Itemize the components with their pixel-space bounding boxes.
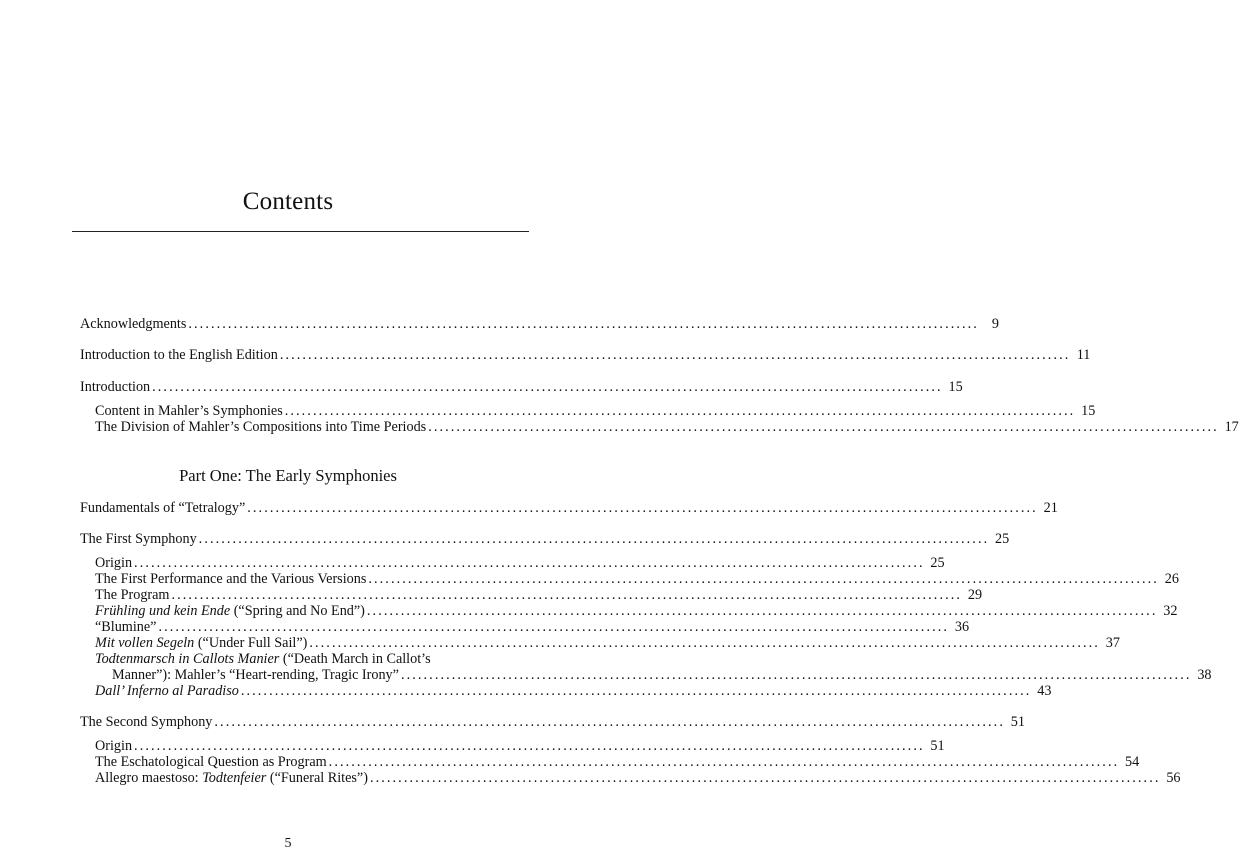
toc-entry-label: The Eschatological Question as Program xyxy=(95,754,327,770)
toc-entry-page: 54 xyxy=(1125,754,1140,770)
page-title: Contents xyxy=(242,188,334,215)
italic-title: Mit vollen Segeln xyxy=(95,635,195,651)
toc-entry-page: 9 xyxy=(991,316,999,332)
title-gloss: (“Death March in Callot’s xyxy=(279,651,431,667)
toc-entry-mit-vollen-segeln[interactable] xyxy=(95,635,1120,651)
toc-entry-first-performance[interactable] xyxy=(95,571,1179,587)
toc-entry-label: The Second Symphony xyxy=(80,714,213,730)
toc-entry-page: 38 xyxy=(1197,667,1212,683)
toc-entry-label: The First Symphony xyxy=(80,531,197,547)
toc-entry-label xyxy=(95,603,365,619)
toc-entry-first-symphony[interactable] xyxy=(80,531,1010,547)
dot-leader: ............................................................................................................................................ xyxy=(309,635,1100,651)
toc-entry-label xyxy=(95,635,307,651)
dot-leader: ............................................................................................................................................ xyxy=(152,379,943,395)
dot-leader: ............................................................................................................................................ xyxy=(198,531,990,547)
toc-entry-page: 17 xyxy=(1224,419,1239,435)
toc-entry-intro-english-edition[interactable] xyxy=(80,347,1091,363)
toc-entry-page: 11 xyxy=(1076,347,1091,363)
toc-entry-program[interactable] xyxy=(95,587,983,603)
dot-leader: ............................................................................................................................................ xyxy=(188,316,979,332)
toc-entry-label: The Program xyxy=(95,587,170,603)
toc-entry-todtenmarsch[interactable] xyxy=(112,667,1212,683)
title-gloss: (“Under Full Sail”) xyxy=(194,635,308,651)
toc-entry-acknowledgments[interactable] xyxy=(80,316,999,332)
toc-entry-label: Introduction to the English Edition xyxy=(80,347,278,363)
toc-entry-allegro-maestoso[interactable] xyxy=(95,770,1181,786)
dot-leader: ............................................................................................................................................ xyxy=(240,683,1032,699)
toc-entry-introduction[interactable] xyxy=(80,379,963,395)
toc-entry-label: Introduction xyxy=(80,379,151,395)
toc-entry-label: Acknowledgments xyxy=(80,316,187,332)
toc-entry-page: 43 xyxy=(1037,683,1052,699)
toc-entry-label: “Blumine” xyxy=(95,619,157,635)
toc-entry-page: 37 xyxy=(1105,635,1120,651)
toc-entry-content-in-symphonies[interactable] xyxy=(95,403,1096,419)
toc-entry-label: Origin xyxy=(95,555,133,571)
toc-entry-blumine[interactable] xyxy=(95,619,970,635)
dot-leader: ............................................................................................................................................ xyxy=(247,500,1038,516)
movement-name: Allegro maestoso: xyxy=(95,770,203,786)
toc-entry-page: 15 xyxy=(948,379,963,395)
italic-title: Todtenfeier xyxy=(202,770,267,786)
dot-leader: ............................................................................................................................................ xyxy=(284,403,1076,419)
title-rule xyxy=(72,231,529,232)
toc-entry-label xyxy=(95,770,368,786)
toc-entry-division-time-periods[interactable] xyxy=(95,419,1239,435)
toc-entry-label: Origin xyxy=(95,738,133,754)
toc-entry-label: Manner”): Mahler’s “Heart-rending, Tragic Irony” xyxy=(112,667,399,683)
toc-entry-second-symphony[interactable] xyxy=(80,714,1025,730)
dot-leader: ............................................................................................................................................ xyxy=(214,714,1005,730)
toc-entry-page: 36 xyxy=(954,619,970,635)
toc-entry-label: The Division of Mahler’s Compositions into Time Periods xyxy=(95,419,427,435)
toc-entry-page: 51 xyxy=(930,738,945,754)
toc-entry-fruhling[interactable] xyxy=(95,603,1178,619)
toc-entry-page: 21 xyxy=(1043,500,1058,516)
page-number: 5 xyxy=(284,836,292,851)
dot-leader: ............................................................................................................................................ xyxy=(428,419,1219,435)
toc-entry-page: 15 xyxy=(1081,403,1096,419)
toc-entry-page: 51 xyxy=(1010,714,1025,730)
toc-entry-todtenmarsch-first-line[interactable] xyxy=(95,651,431,667)
dot-leader: ............................................................................................................................................ xyxy=(158,619,950,635)
toc-entry-page: 56 xyxy=(1166,770,1181,786)
toc-entry-second-origin[interactable] xyxy=(95,738,945,754)
title-gloss: (“Spring and No End”) xyxy=(230,603,365,619)
toc-entry-page: 32 xyxy=(1163,603,1178,619)
toc-entry-label: Content in Mahler’s Symphonies xyxy=(95,403,283,419)
toc-entry-label: Fundamentals of “Tetralogy” xyxy=(80,500,246,516)
toc-entry-page: 25 xyxy=(930,555,945,571)
toc-entry-eschatological-question[interactable] xyxy=(95,754,1140,770)
italic-title: Todtenmarsch in Callots Manier xyxy=(95,651,280,667)
toc-entry-fundamentals-tetralogy[interactable] xyxy=(80,500,1058,516)
toc-entry-page: 25 xyxy=(995,531,1010,547)
dot-leader: ............................................................................................................................................ xyxy=(328,754,1120,770)
italic-title: Frühling und kein Ende xyxy=(95,603,231,619)
dot-leader: ............................................................................................................................................ xyxy=(369,770,1161,786)
toc-entry-page: 29 xyxy=(967,587,983,603)
dot-leader: ............................................................................................................................................ xyxy=(134,555,925,571)
part-heading: Part One: The Early Symphonies xyxy=(179,466,397,485)
toc-entry-first-origin[interactable] xyxy=(95,555,945,571)
toc-entry-dall-inferno[interactable] xyxy=(95,683,1052,699)
title-gloss: (“Funeral Rites”) xyxy=(266,770,368,786)
toc-entry-page: 26 xyxy=(1164,571,1179,587)
dot-leader: ............................................................................................................................................ xyxy=(171,587,963,603)
toc-entry-label: Dall’ Inferno al Paradiso xyxy=(95,683,239,699)
dot-leader: ............................................................................................................................................ xyxy=(400,667,1192,683)
dot-leader: ............................................................................................................................................ xyxy=(368,571,1159,587)
toc-entry-label: The First Performance and the Various Versions xyxy=(95,571,367,587)
dot-leader: ............................................................................................................................................ xyxy=(279,347,1071,363)
dot-leader: ............................................................................................................................................ xyxy=(366,603,1158,619)
dot-leader: ............................................................................................................................................ xyxy=(134,738,925,754)
